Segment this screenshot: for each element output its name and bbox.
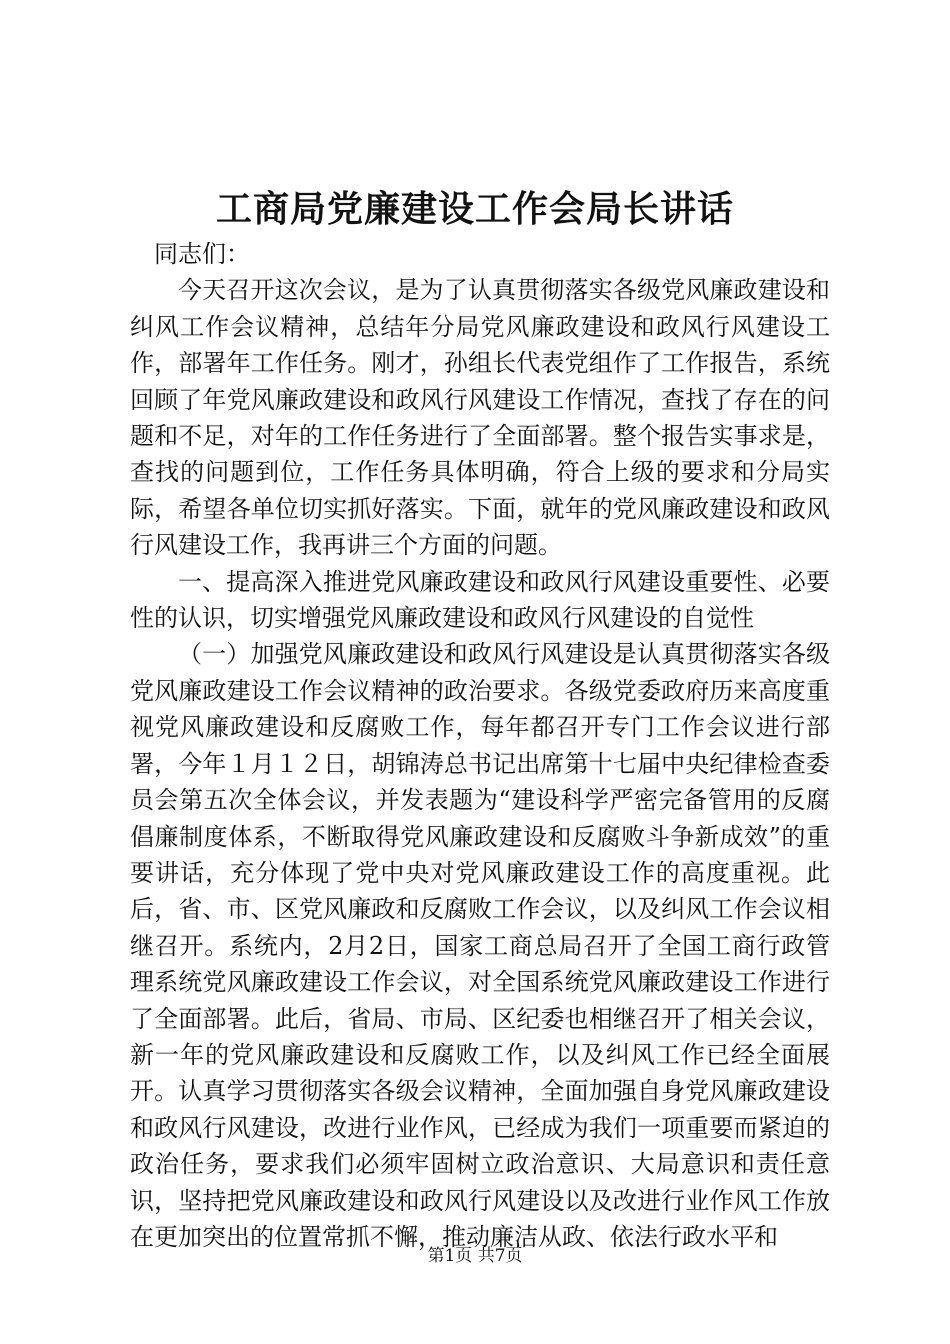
document-title: 工商局党廉建设工作会局长讲话 <box>215 188 734 230</box>
paragraph-section-1-1: （一）加强党风廉政建设和政风行风建设是认真贯彻落实各级党风廉政建设工作会议精神的政治要求。各级党委政府历来高度重视党风廉政建设和反腐败工作，每年都召开专门工作会议进行部署，今年１月１２日，胡锦涛总书记出席第十七届中央纪律检查委员会第五次全体会议，并发表题为“建设科学严密完备管用的反腐倡廉制度体系，不断取得党风廉政建设和反腐败斗争新成效”的重要讲话，充分体现了党中央对党风廉政建设工作的高度重视。此后，省、市、区党风廉政和反腐败工作会议，以及纠风工作会议相继召开。系统内，2月2日，国家工商总局召开了全国工商行政管理系统党风廉政建设工作会议，对全国系统党风廉政建设工作进行了全面部署。此后，省局、市局、区纪委也相继召开了相关会议，新一年的党风廉政建设和反腐败工作，以及纠风工作已经全面展开。认真学习贯彻落实各级会议精神，全面加强自身党风廉政建设和政风行风建设，改进行业作风，已经成为我们一项重要而紧迫的政治任务，要求我们必须牢固树立政治意识、大局意识和责任意识，坚持把党风廉政建设和政风行风建设以及改进行业作风工作放在更加突出的位置常抓不懈，推动廉洁从政、依法行政水平和 <box>130 640 830 1251</box>
paragraph-intro: 今天召开这次会议，是为了认真贯彻落实各级党风廉政建设和纠风工作会议精神，总结年分局党风廉政建设和政风行风建设工作，部署年工作任务。刚才，孙组长代表党组作了工作报告，系统回顾了年党风廉政建设和政风行风建设工作情况，查找了存在的问题和不足，对年的工作任务进行了全面部署。整个报告实事求是，查找的问题到位，工作任务具体明确，符合上级的要求和分局实际，希望各单位切实抓好落实。下面，就年的党风廉政建设和政风行风建设工作，我再讲三个方面的问题。 <box>130 276 830 560</box>
greeting: 同志们： <box>154 240 250 268</box>
page-number-footer: 第1页 共7页 <box>427 1246 523 1266</box>
section-heading-1: 一、提高深入推进党风廉政建设和政风行风建设重要性、必要性的认识，切实增强党风廉政建设和政风行风建设的自觉性 <box>130 567 830 633</box>
document-body <box>130 236 830 1255</box>
